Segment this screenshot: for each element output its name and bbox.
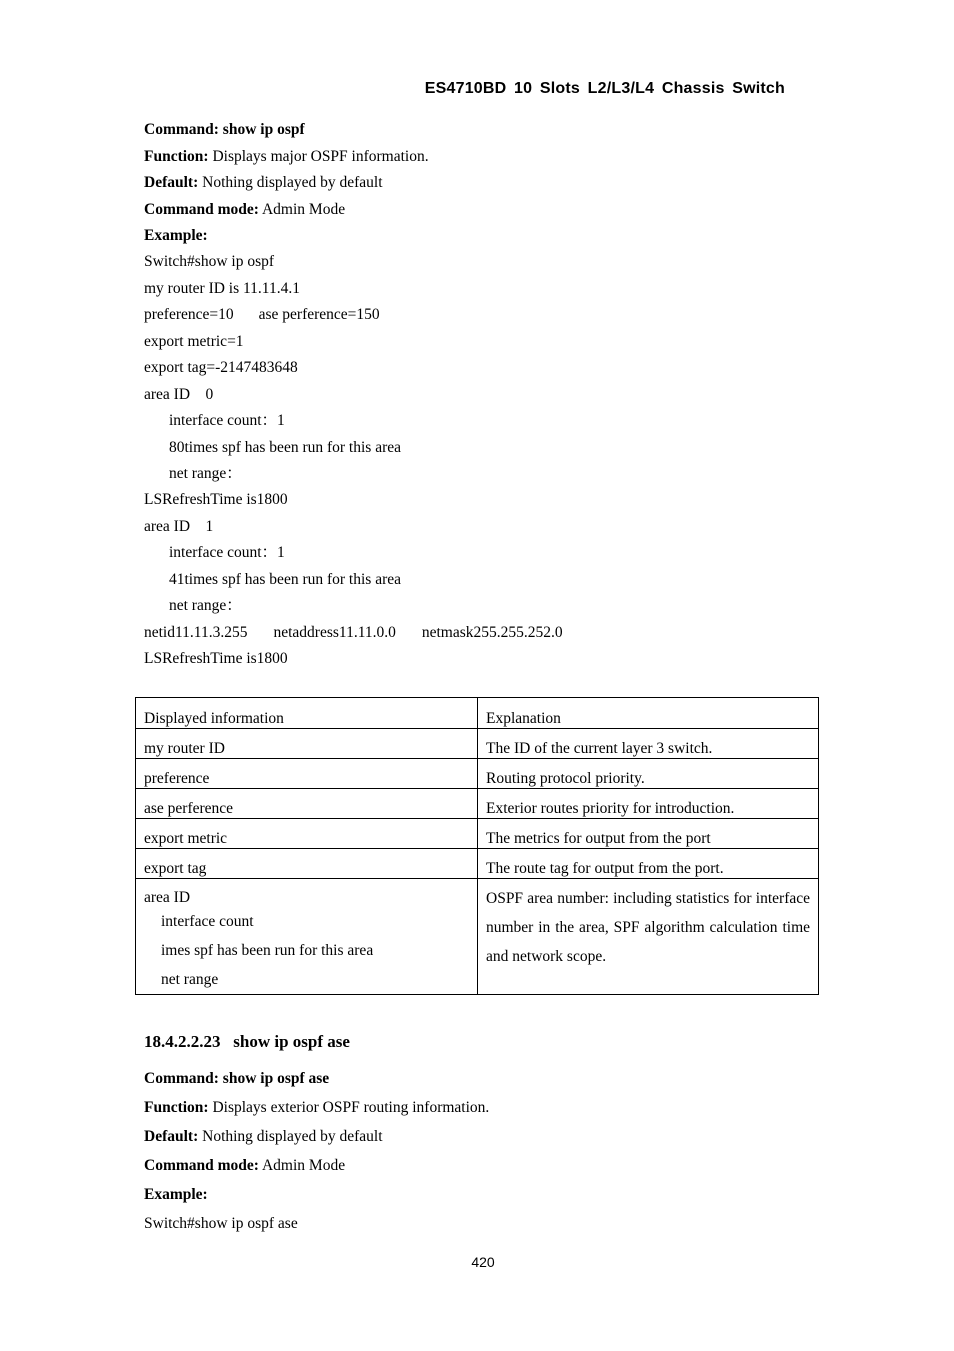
mode-label: Command mode: (144, 1157, 259, 1174)
default-text: Nothing displayed by default (198, 174, 383, 191)
table-cell-line: net range (161, 971, 219, 988)
example-line: Switch#show ip ospf ase (144, 1215, 298, 1232)
function-line (144, 1099, 489, 1117)
mode-label: Command mode: (144, 201, 259, 218)
table-header-cell: Displayed information (136, 698, 478, 729)
page-number: 420 (471, 1254, 495, 1270)
table-header-row (136, 698, 819, 729)
command-line: Command: show ip ospf (144, 121, 305, 138)
function-label: Function: (144, 148, 209, 165)
table-row (136, 729, 819, 759)
example-segment: netaddress11.11.0.0 (273, 624, 396, 641)
example-line: export tag=-2147483648 (144, 359, 298, 376)
table-cell: export metric (136, 819, 478, 849)
table-cell-line: imes spf has been run for this area (161, 942, 374, 959)
table-cell-text: OSPF area number: including statistics for interface number in the area, SPF algorithm calculation time and network scope. (486, 890, 810, 965)
command-line: Command: show ip ospf ase (144, 1070, 330, 1087)
example-line: net range： (169, 465, 242, 482)
example-line (144, 624, 563, 642)
example-segment: netid11.11.3.255 (144, 624, 248, 641)
mode-text: Admin Mode (258, 1157, 346, 1174)
example-line: 80times spf has been run for this area (169, 439, 402, 456)
example-line: 41times spf has been run for this area (169, 571, 402, 588)
table-cell-line: area ID (144, 889, 191, 906)
example-label: Example: (144, 1186, 208, 1203)
example-line: LSRefreshTime is1800 (144, 650, 288, 667)
example-line: export metric=1 (144, 333, 244, 350)
table-row (136, 819, 819, 849)
section-title: 18.4.2.2.23 show ip ospf ase (144, 1032, 350, 1051)
table-row (136, 849, 819, 879)
example-segment: ase perference=150 (258, 306, 380, 323)
example-line: LSRefreshTime is1800 (144, 491, 288, 508)
default-label: Default: (144, 174, 199, 191)
table-cell: The route tag for output from the port. (478, 849, 819, 879)
table-cell: my router ID (136, 729, 478, 759)
default-line (144, 1128, 383, 1146)
example-line (144, 306, 380, 324)
info-table (135, 697, 819, 995)
table-cell: ase perference (136, 789, 478, 819)
running-header: ES4710BD 10 Slots L2/L3/L4 Chassis Switch (424, 80, 785, 97)
example-line: interface count：1 (169, 412, 285, 429)
table-cell: Routing protocol priority. (478, 759, 819, 789)
example-segment: netmask255.255.252.0 (421, 624, 563, 641)
default-text: Nothing displayed by default (198, 1128, 383, 1145)
example-line: Switch#show ip ospf (144, 253, 275, 270)
function-text: Displays major OSPF information. (208, 148, 429, 165)
table-cell: preference (136, 759, 478, 789)
table-row (136, 759, 819, 789)
table-row (136, 879, 819, 995)
table-cell: export tag (136, 849, 478, 879)
example-segment: preference=10 (144, 306, 234, 323)
table-row (136, 789, 819, 819)
example-line: net range： (169, 597, 242, 614)
table-cell (478, 879, 819, 995)
example-line: area ID 1 (144, 518, 214, 535)
default-label: Default: (144, 1128, 199, 1145)
function-text: Displays exterior OSPF routing information. (208, 1099, 490, 1116)
example-line: area ID 0 (144, 386, 214, 403)
example-label: Example: (144, 227, 208, 244)
function-line (144, 148, 429, 166)
table-cell: Exterior routes priority for introduction. (478, 789, 819, 819)
table-cell-line: interface count (161, 913, 254, 930)
table-cell: The ID of the current layer 3 switch. (478, 729, 819, 759)
function-label: Function: (144, 1099, 209, 1116)
example-line: my router ID is 11.11.4.1 (144, 280, 300, 297)
mode-text: Admin Mode (258, 201, 346, 218)
mode-line (144, 1157, 345, 1175)
default-line (144, 174, 383, 192)
mode-line (144, 201, 345, 219)
table-cell (136, 879, 478, 995)
table-cell: The metrics for output from the port (478, 819, 819, 849)
example-line: interface count：1 (169, 544, 285, 561)
table-header-cell: Explanation (478, 698, 819, 729)
